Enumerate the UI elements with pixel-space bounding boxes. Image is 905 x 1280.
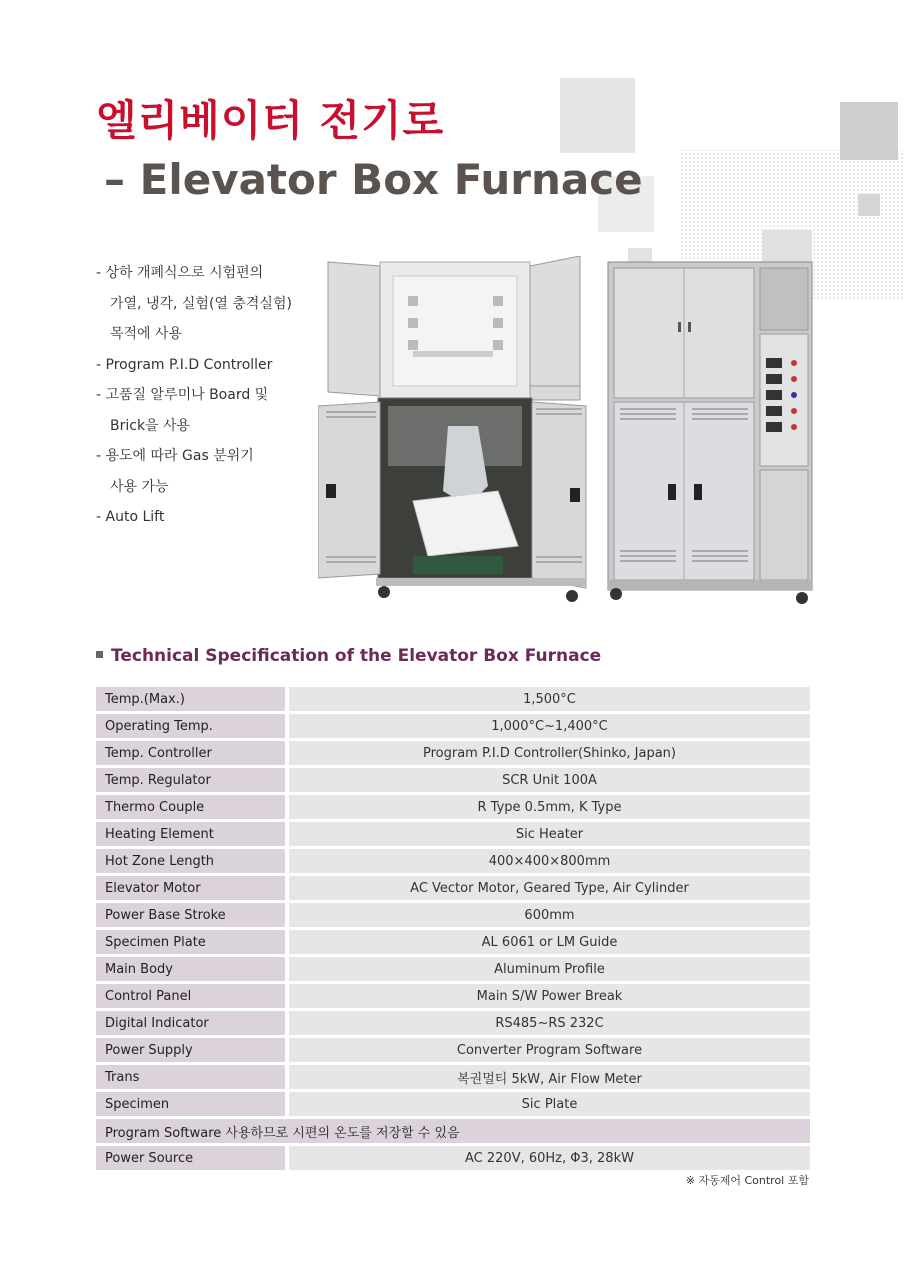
spec-note-row: Program Software 사용하므로 시편의 온도를 저장할 수 있음 bbox=[96, 1119, 810, 1143]
table-row bbox=[96, 1011, 810, 1035]
table-row bbox=[96, 1065, 810, 1089]
table-row bbox=[96, 714, 810, 738]
spec-key: Control Panel bbox=[96, 984, 289, 1008]
feature-line: 가열, 냉각, 실험(열 충격실험) bbox=[110, 295, 292, 312]
spec-value: 400×400×800mm bbox=[289, 849, 810, 873]
spec-key: Temp. Controller bbox=[96, 741, 289, 765]
spec-key: Temp.(Max.) bbox=[96, 687, 289, 711]
table-row bbox=[96, 795, 810, 819]
decorative-pattern bbox=[0, 0, 905, 300]
spec-value: RS485~RS 232C bbox=[289, 1011, 810, 1035]
feature-line: - Program P.I.D Controller bbox=[96, 356, 273, 373]
feature-line: 사용 가능 bbox=[110, 478, 169, 495]
spec-value: 600mm bbox=[289, 903, 810, 927]
spec-key: Trans bbox=[96, 1065, 289, 1089]
square-bullet-icon bbox=[96, 651, 103, 658]
spec-value: AL 6061 or LM Guide bbox=[289, 930, 810, 954]
feature-line: - 고품질 알루미나 Board 및 bbox=[96, 387, 269, 403]
spec-key: Digital Indicator bbox=[96, 1011, 289, 1035]
spec-value: R Type 0.5mm, K Type bbox=[289, 795, 810, 819]
spec-value: 1,000°C~1,400°C bbox=[289, 714, 810, 738]
spec-value: SCR Unit 100A bbox=[289, 768, 810, 792]
table-row bbox=[96, 930, 810, 954]
title-korean: 엘리베이터 전기로 bbox=[96, 96, 445, 145]
spec-value: Sic Plate bbox=[289, 1092, 810, 1116]
table-row bbox=[96, 687, 810, 711]
table-row bbox=[96, 903, 810, 927]
spec-table bbox=[96, 684, 810, 1173]
spec-value: Aluminum Profile bbox=[289, 957, 810, 981]
table-row-full bbox=[96, 1119, 810, 1143]
spec-value: AC 220V, 60Hz, Φ3, 28kW bbox=[289, 1146, 810, 1170]
table-row bbox=[96, 822, 810, 846]
spec-key: Power Source bbox=[96, 1146, 289, 1170]
spec-heading-text: Technical Specification of the Elevator Box Furnace bbox=[111, 646, 602, 666]
title-english: – Elevator Box Furnace bbox=[104, 155, 643, 204]
table-row bbox=[96, 1146, 810, 1170]
spec-value: Program P.I.D Controller(Shinko, Japan) bbox=[289, 741, 810, 765]
table-row bbox=[96, 849, 810, 873]
furnace-open-photo bbox=[318, 256, 590, 606]
spec-value: 복권멀티 5kW, Air Flow Meter bbox=[289, 1065, 810, 1089]
feature-line: - Auto Lift bbox=[96, 509, 165, 525]
spec-key: Power Supply bbox=[96, 1038, 289, 1062]
spec-value: AC Vector Motor, Geared Type, Air Cylinder bbox=[289, 876, 810, 900]
table-row bbox=[96, 876, 810, 900]
spec-value: Converter Program Software bbox=[289, 1038, 810, 1062]
spec-value: 1,500°C bbox=[289, 687, 810, 711]
spec-key: Specimen bbox=[96, 1092, 289, 1116]
spec-heading bbox=[96, 646, 601, 666]
spec-value: Sic Heater bbox=[289, 822, 810, 846]
spec-key: Specimen Plate bbox=[96, 930, 289, 954]
spec-key: Hot Zone Length bbox=[96, 849, 289, 873]
table-row bbox=[96, 984, 810, 1008]
spec-key: Heating Element bbox=[96, 822, 289, 846]
table-row bbox=[96, 957, 810, 981]
spec-value: Main S/W Power Break bbox=[289, 984, 810, 1008]
furnace-closed-photo bbox=[606, 260, 816, 610]
spec-key: Elevator Motor bbox=[96, 876, 289, 900]
table-row bbox=[96, 1038, 810, 1062]
feature-list bbox=[96, 258, 326, 533]
spec-key: Power Base Stroke bbox=[96, 903, 289, 927]
spec-key: Thermo Couple bbox=[96, 795, 289, 819]
spec-key: Main Body bbox=[96, 957, 289, 981]
spec-key: Temp. Regulator bbox=[96, 768, 289, 792]
spec-key: Operating Temp. bbox=[96, 714, 289, 738]
footnote: ※ 자동제어 Control 포함 bbox=[685, 1174, 809, 1187]
feature-line: - 용도에 따라 Gas 분위기 bbox=[96, 448, 254, 464]
feature-line: 목적에 사용 bbox=[110, 326, 183, 342]
table-row bbox=[96, 1092, 810, 1116]
feature-line: Brick을 사용 bbox=[110, 417, 191, 434]
feature-line: - 상하 개폐식으로 시험편의 bbox=[96, 265, 264, 281]
table-row bbox=[96, 741, 810, 765]
table-row bbox=[96, 768, 810, 792]
